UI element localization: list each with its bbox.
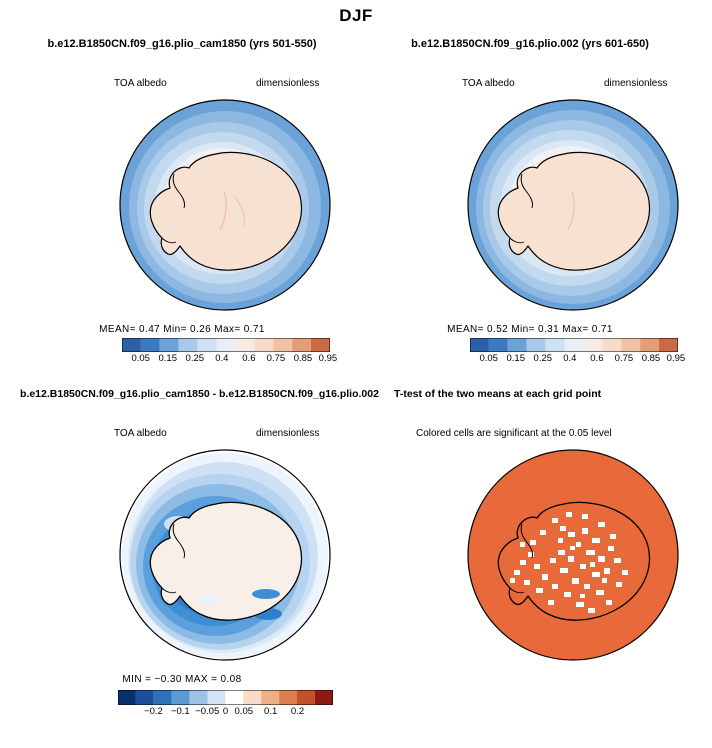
panel-variable-label: TOA albedo xyxy=(114,78,167,89)
colorbar-tick: 0.75 xyxy=(266,353,286,364)
colorbar-tick: 0.2 xyxy=(290,706,305,717)
panel-variable-label: TOA albedo xyxy=(462,78,515,89)
colorbar-tick: −0.1 xyxy=(170,706,190,717)
panel-top-right xyxy=(356,38,704,368)
panel-stats: MEAN= 0.47 Min= 0.26 Max= 0.71 xyxy=(99,324,265,335)
panel-bottom-right xyxy=(356,388,704,728)
polar-map xyxy=(116,446,334,664)
colorbar-tick: 0.05 xyxy=(479,353,498,364)
panel-title: b.e12.B1850CN.f09_g16.plio_cam1850 (yrs 501-550) xyxy=(47,38,317,50)
panel-title: b.e12.B1850CN.f09_g16.plio.002 (yrs 601-650) xyxy=(411,38,649,50)
colorbar-tick: 0.05 xyxy=(234,706,254,717)
colorbar xyxy=(118,690,333,717)
panel-variable-label: TOA albedo xyxy=(114,428,167,439)
antarctic-significance-map xyxy=(464,446,682,664)
colorbar-tick: 0.95 xyxy=(666,353,686,364)
colorbar-tick: −0.05 xyxy=(195,706,220,717)
panel-units-label: dimensionless xyxy=(256,78,320,89)
antarctic-difference-map xyxy=(116,446,334,664)
colorbar-tick: 0.85 xyxy=(293,353,313,364)
colorbar-tick: 0.75 xyxy=(614,353,634,364)
colorbar-tick: 0.15 xyxy=(506,353,525,364)
colorbar-tick: 0.4 xyxy=(563,353,577,364)
colorbar-tick: 0.95 xyxy=(318,353,338,364)
colorbar-tick: 0.1 xyxy=(264,706,278,717)
panel-units-label: dimensionless xyxy=(604,78,668,89)
panel-stats: MEAN= 0.52 Min= 0.31 Max= 0.71 xyxy=(447,324,613,335)
panel-top-left xyxy=(8,38,356,368)
panel-stats: MIN = −0.30 MAX = 0.08 xyxy=(122,674,242,685)
colorbar-tick: 0.15 xyxy=(158,353,177,364)
colorbar-tick: 0 xyxy=(222,706,229,717)
colorbar-tick: 0.6 xyxy=(242,353,256,364)
polar-map xyxy=(464,446,682,664)
panel-title: T-test of the two means at each grid point xyxy=(394,388,602,400)
colorbar-tick: 0.4 xyxy=(215,353,229,364)
colorbar-tick: 0.25 xyxy=(185,353,205,364)
antarctic-stereographic-map xyxy=(116,96,334,314)
figure-title: DJF xyxy=(339,6,373,25)
colorbar-tick: 0.6 xyxy=(590,353,604,364)
antarctic-stereographic-map xyxy=(464,96,682,314)
colorbar xyxy=(470,338,686,364)
panel-units-label: dimensionless xyxy=(256,428,320,439)
panel-bottom-left xyxy=(8,388,379,728)
colorbar-tick: 0.25 xyxy=(533,353,553,364)
panel-title: b.e12.B1850CN.f09_g16.plio_cam1850 - b.e12.B1850CN.f09_g16.plio.002 xyxy=(20,388,379,400)
panel-significance-caption: Colored cells are significant at the 0.05 level xyxy=(416,428,612,439)
polar-map xyxy=(464,96,682,314)
colorbar-tick: −0.2 xyxy=(144,706,163,717)
colorbar-tick: 0.05 xyxy=(131,353,150,364)
colorbar-tick: 0.85 xyxy=(641,353,661,364)
colorbar-swatches xyxy=(122,338,330,352)
colorbar-swatches xyxy=(470,338,678,352)
polar-map xyxy=(116,96,334,314)
colorbar xyxy=(122,338,338,364)
colorbar-swatches xyxy=(118,690,333,705)
